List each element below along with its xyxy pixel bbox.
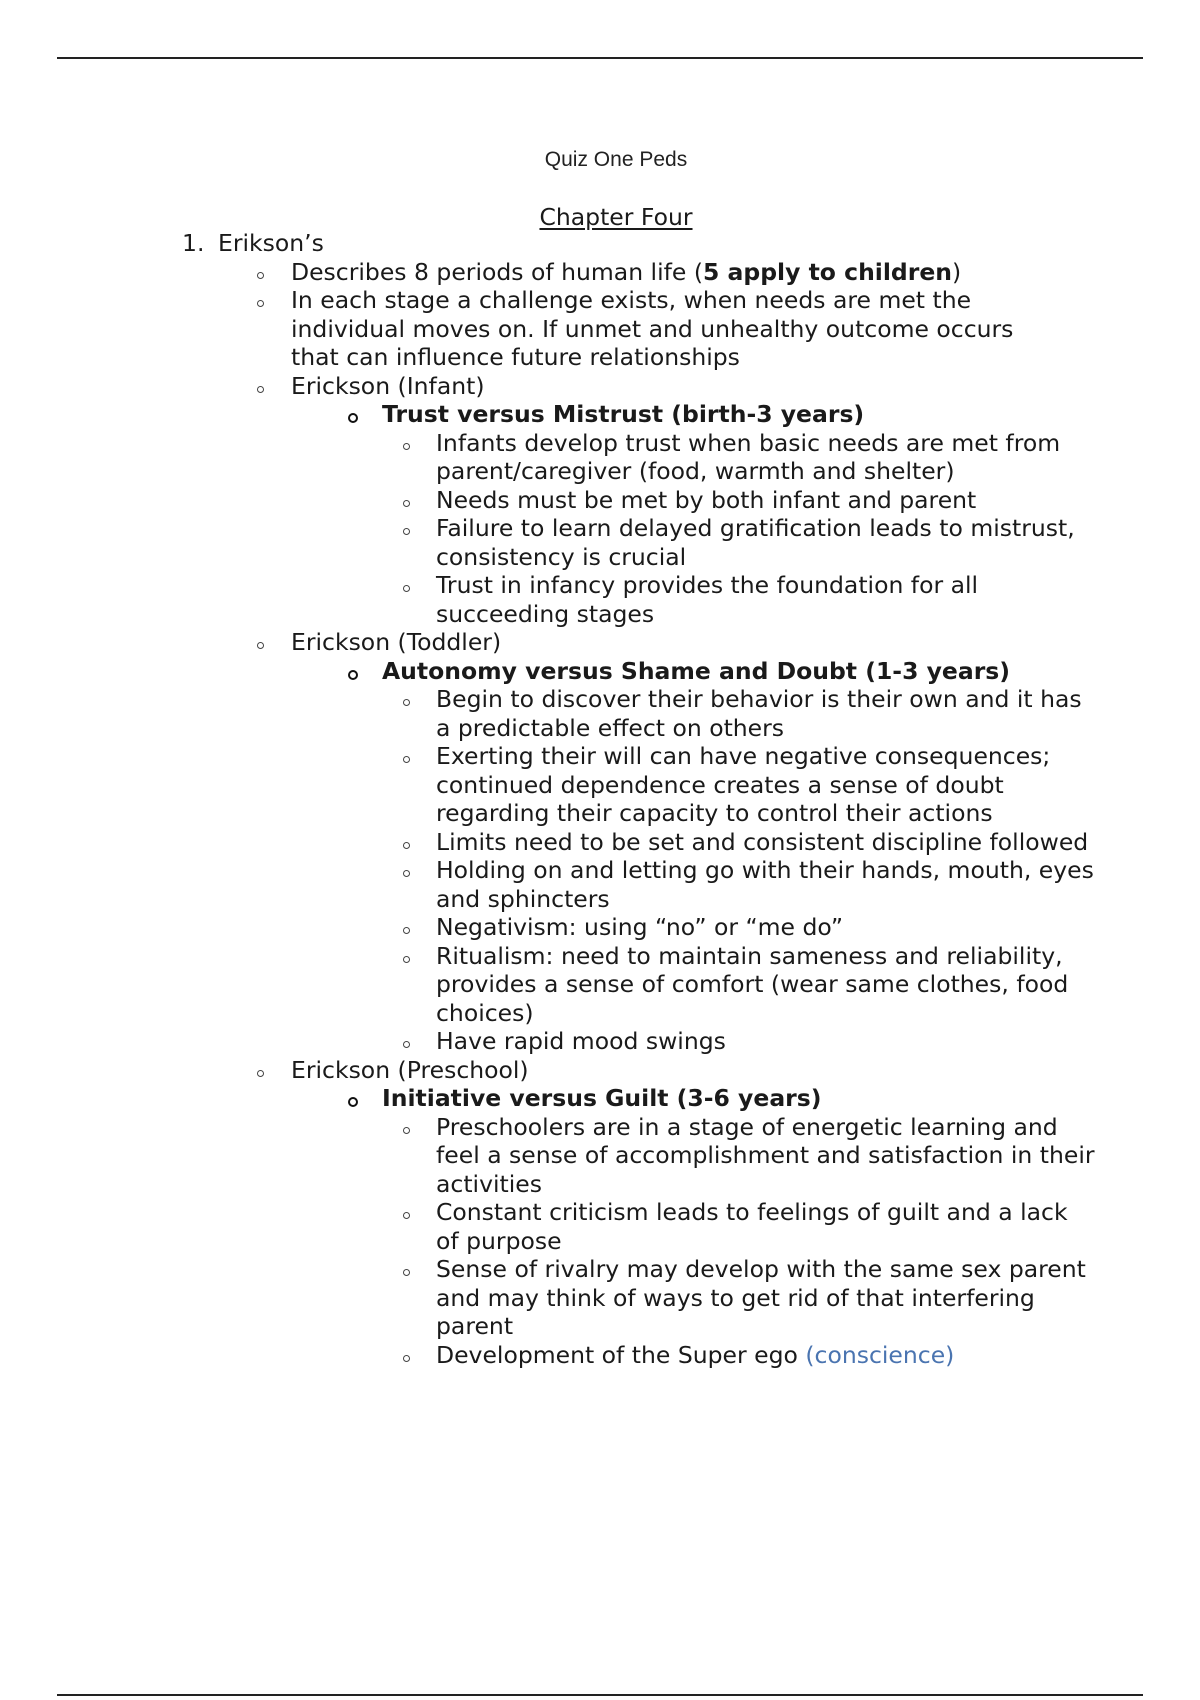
section-infant [0,372,1051,401]
detail-item [0,571,1096,628]
detail-text: Constant criticism leads to feelings of guilt and a lack of purpose [436,1198,1068,1255]
detail-text: Exerting their will can have negative consequences; continued dependence creates a sense of doubt regarding their capacity to control their actions [436,742,1051,827]
bold-bullet-icon [348,1097,358,1107]
hollow-bullet-icon [403,1355,410,1362]
hollow-bullet-icon [257,272,264,279]
hollow-bullet-icon [403,528,410,535]
section-preschool [0,1056,1051,1085]
stage-title: Initiative versus Guilt (3-6 years) [382,1084,822,1112]
section-label: Erickson (Preschool) [291,1055,529,1084]
section-label: Erickson (Toddler) [291,628,502,656]
detail-item [0,1198,1096,1255]
hollow-bullet-icon [403,443,410,450]
item-label: Erikson’s [218,229,324,257]
detail-item [0,685,1096,742]
detail-text: Have rapid mood swings [436,1027,726,1055]
detail-text: Ritualism: need to maintain sameness and reliability, provides a sense of comfort (wear same clothes, food choices) [436,941,1069,1027]
hollow-bullet-icon [403,756,410,763]
detail-text: Begin to discover their behavior is their own and it has a predictable effect on others [436,685,1082,742]
detail-item [0,1341,1096,1370]
hollow-bullet-icon [403,1127,410,1134]
point-emphasis: 5 apply to children [702,257,952,286]
hollow-bullet-icon [403,870,410,877]
hollow-bullet-icon [257,386,264,393]
detail-text: Development of the Super ego [436,1340,806,1369]
chapter-heading: Chapter Four [539,203,693,231]
detail-item [0,742,1096,828]
hollow-bullet-icon [403,1269,410,1276]
stage-title: Autonomy versus Shame and Doubt (1-3 years) [382,656,1011,685]
detail-item [0,1027,1096,1056]
point-text: Describes 8 periods of human life ( [291,257,703,286]
detail-text: Failure to learn delayed gratification leads to mistrust, consistency is crucial [436,514,1075,571]
hollow-bullet-icon [403,1212,410,1219]
hollow-bullet-icon [403,956,410,963]
conscience-link[interactable]: (conscience) [805,1340,955,1369]
bold-bullet-icon [348,670,358,680]
detail-item [0,856,1096,913]
bold-bullet-icon [348,413,358,423]
detail-item [0,514,1096,571]
detail-item [0,486,1096,515]
document-title: Quiz One Peds [544,148,688,171]
detail-item [0,942,1096,1028]
header-rule [57,57,1143,59]
stage-heading [0,657,1082,686]
hollow-bullet-icon [403,842,410,849]
list-item [0,258,1051,287]
item-number: 1. [182,229,205,257]
section-toddler [0,628,1051,657]
detail-text: Trust in infancy provides the foundation for all succeeding stages [436,571,979,628]
detail-item [0,913,1096,942]
stage-title: Trust versus Mistrust (birth-3 years) [382,400,865,428]
hollow-bullet-icon [257,1070,264,1077]
footer-rule [57,1694,1143,1696]
point-text-end: ) [951,257,962,286]
detail-item [0,1113,1096,1199]
detail-text: Preschoolers are in a stage of energetic learning and feel a sense of accomplishment and satisfaction in their activities [436,1112,1095,1198]
stage-heading [0,400,1082,429]
hollow-bullet-icon [403,585,410,592]
detail-item [0,429,1096,486]
list-item [0,286,1051,372]
detail-text: Sense of rivalry may develop with the same sex parent and may think of ways to get rid of that interfering parent [436,1255,1086,1340]
point-text: In each stage a challenge exists, when needs are met the individual moves on. If unmet and unhealthy outcome occurs that can influence future relationships [291,286,1014,371]
stage-heading [0,1084,1082,1113]
detail-item [0,1255,1096,1341]
detail-text: Needs must be met by both infant and parent [436,485,977,514]
hollow-bullet-icon [403,500,410,507]
detail-item [0,828,1096,857]
hollow-bullet-icon [257,642,264,649]
outline [0,229,1200,1369]
detail-text: Negativism: using “no” or “me do” [436,913,844,941]
detail-text: Infants develop trust when basic needs are met from parent/caregiver (food, warmth and shelter) [436,428,1061,485]
detail-text: Holding on and letting go with their hands, mouth, eyes and sphincters [436,856,1094,913]
detail-text: Limits need to be set and consistent discipline followed [436,827,1089,856]
hollow-bullet-icon [257,300,264,307]
numbered-item-eriksons [0,229,1200,258]
hollow-bullet-icon [403,1041,410,1048]
hollow-bullet-icon [403,699,410,706]
section-label: Erickson (Infant) [291,371,485,400]
hollow-bullet-icon [403,927,410,934]
